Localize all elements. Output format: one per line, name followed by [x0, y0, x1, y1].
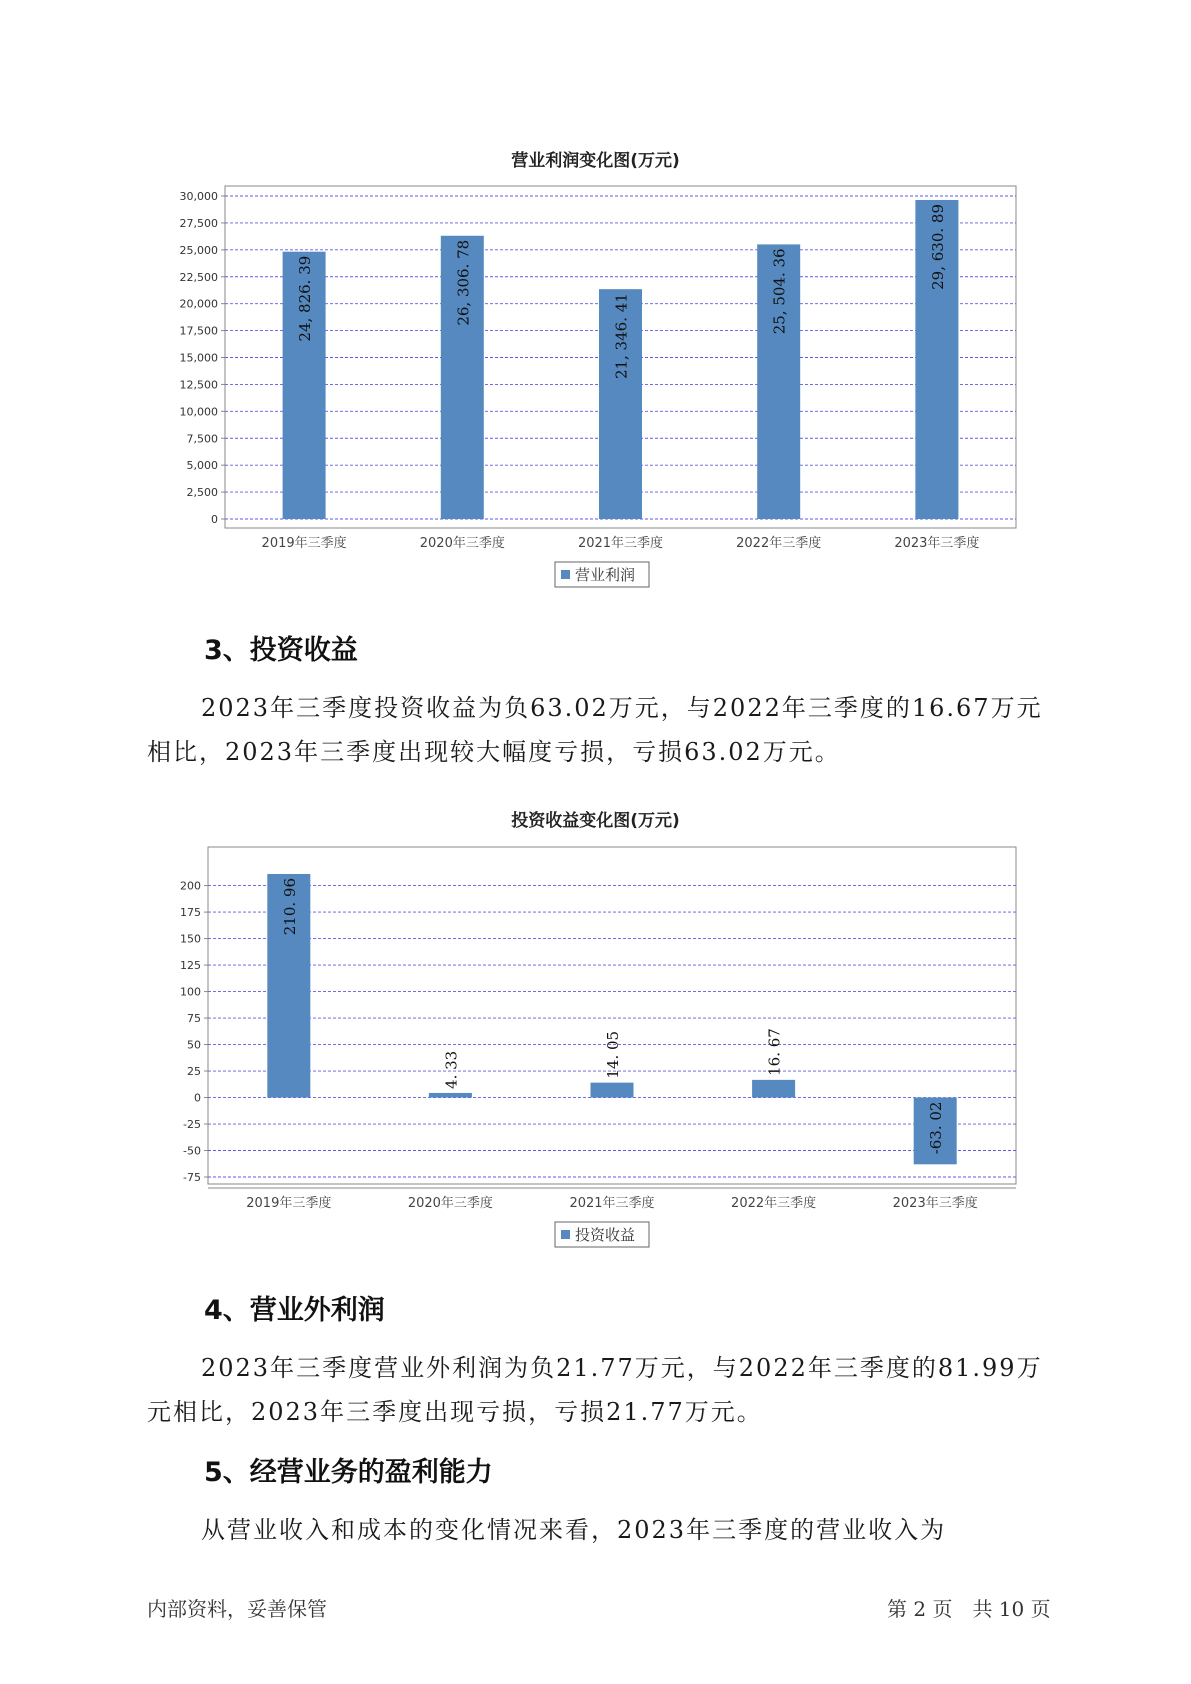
- x-tick-label: 2021年三季度: [569, 1196, 655, 1211]
- y-tick-label: 17,500: [179, 324, 218, 338]
- y-tick-label: 22,500: [179, 270, 218, 284]
- y-tick-label: -25: [183, 1118, 201, 1132]
- y-tick-label: -50: [183, 1144, 201, 1158]
- legend-label: 投资收益: [575, 1226, 636, 1244]
- y-tick-label: 27,500: [179, 216, 218, 230]
- bar: [591, 1083, 634, 1098]
- bar: [752, 1080, 795, 1098]
- y-tick-label: 25,000: [179, 243, 218, 257]
- data-label: -63. 02: [927, 1101, 946, 1155]
- x-tick-label: 2021年三季度: [577, 536, 664, 551]
- y-tick-label: 0: [211, 513, 218, 526]
- y-tick-label: 15,000: [179, 351, 218, 365]
- section4-line1: 2023年三季度营业外利润为负21.77万元，与2022年三季度的81.99万: [201, 1354, 1043, 1382]
- y-tick-label: 150: [180, 932, 201, 946]
- section4-paragraph: [147, 1346, 1047, 1434]
- y-tick-label: 25: [187, 1065, 201, 1079]
- x-tick-label: 2022年三季度: [731, 1196, 817, 1211]
- y-tick-label: 7,500: [186, 432, 218, 446]
- x-tick-label: 2020年三季度: [407, 1196, 493, 1211]
- x-tick-label: 2023年三季度: [894, 536, 980, 551]
- chart1-operating-profit: [0, 170, 1191, 600]
- legend: [555, 1222, 649, 1247]
- section5-line1: 从营业收入和成本的变化情况来看，2023年三季度的营业收入为: [201, 1516, 947, 1544]
- y-tick-label: 12,500: [179, 378, 218, 392]
- chart2-title: 投资收益变化图(万元): [511, 811, 680, 831]
- chart2-investment-income: [0, 830, 1191, 1260]
- section5-paragraph: [147, 1508, 1047, 1552]
- section4-heading: 4、营业外利润: [204, 1295, 385, 1326]
- y-tick-label: -75: [183, 1171, 201, 1184]
- data-label: 29, 630. 89: [928, 203, 947, 290]
- section5-heading: 5、经营业务的盈利能力: [204, 1457, 493, 1488]
- y-tick-label: 30,000: [179, 190, 218, 203]
- y-tick-label: 5,000: [186, 459, 218, 473]
- y-tick-label: 200: [180, 879, 201, 893]
- section4-line2: 元相比，2023年三季度出现亏损，亏损21.77万元。: [147, 1398, 763, 1426]
- plot-frame: [208, 847, 1016, 1184]
- footer-left: 内部资料，妥善保管: [147, 1597, 327, 1621]
- legend-label: 营业利润: [575, 566, 636, 584]
- legend-swatch: [561, 570, 570, 579]
- chart1-title: 营业利润变化图(万元): [511, 151, 680, 171]
- data-label: 14. 05: [604, 1030, 622, 1079]
- x-tick-label: 2019年三季度: [246, 1196, 332, 1211]
- y-tick-label: 100: [180, 985, 201, 999]
- data-label: 25, 504. 36: [770, 248, 789, 335]
- footer-page-number: 第 2 页 共 10 页: [887, 1597, 1051, 1621]
- x-tick-label: 2020年三季度: [419, 536, 505, 551]
- y-tick-label: 2,500: [186, 486, 218, 500]
- data-label: 210. 96: [280, 877, 299, 936]
- x-tick-label: 2022年三季度: [736, 536, 822, 551]
- x-tick-label: 2023年三季度: [892, 1196, 978, 1211]
- y-tick-label: 50: [187, 1038, 201, 1052]
- data-label: 4. 33: [442, 1050, 461, 1089]
- data-label: 24, 826. 39: [296, 255, 315, 342]
- legend-swatch: [561, 1230, 570, 1239]
- y-tick-label: 0: [194, 1091, 201, 1105]
- section3-line1: 2023年三季度投资收益为负63.02万元，与2022年三季度的16.67万元: [201, 694, 1043, 722]
- bar: [429, 1093, 472, 1098]
- data-label: 16. 67: [765, 1028, 784, 1076]
- y-tick-label: 125: [180, 959, 201, 973]
- y-tick-label: 175: [180, 906, 201, 920]
- legend: [555, 562, 649, 587]
- section3-heading: 3、投资收益: [204, 635, 358, 666]
- section3-line2: 相比，2023年三季度出现较大幅度亏损，亏损63.02万元。: [147, 738, 841, 766]
- data-label: 26, 306. 78: [454, 239, 473, 326]
- section3-paragraph: [147, 686, 1047, 774]
- x-tick-label: 2019年三季度: [261, 536, 347, 551]
- data-label: 21, 346. 41: [612, 293, 631, 380]
- y-tick-label: 20,000: [179, 297, 218, 311]
- y-tick-label: 10,000: [179, 405, 218, 419]
- y-tick-label: 75: [187, 1012, 201, 1026]
